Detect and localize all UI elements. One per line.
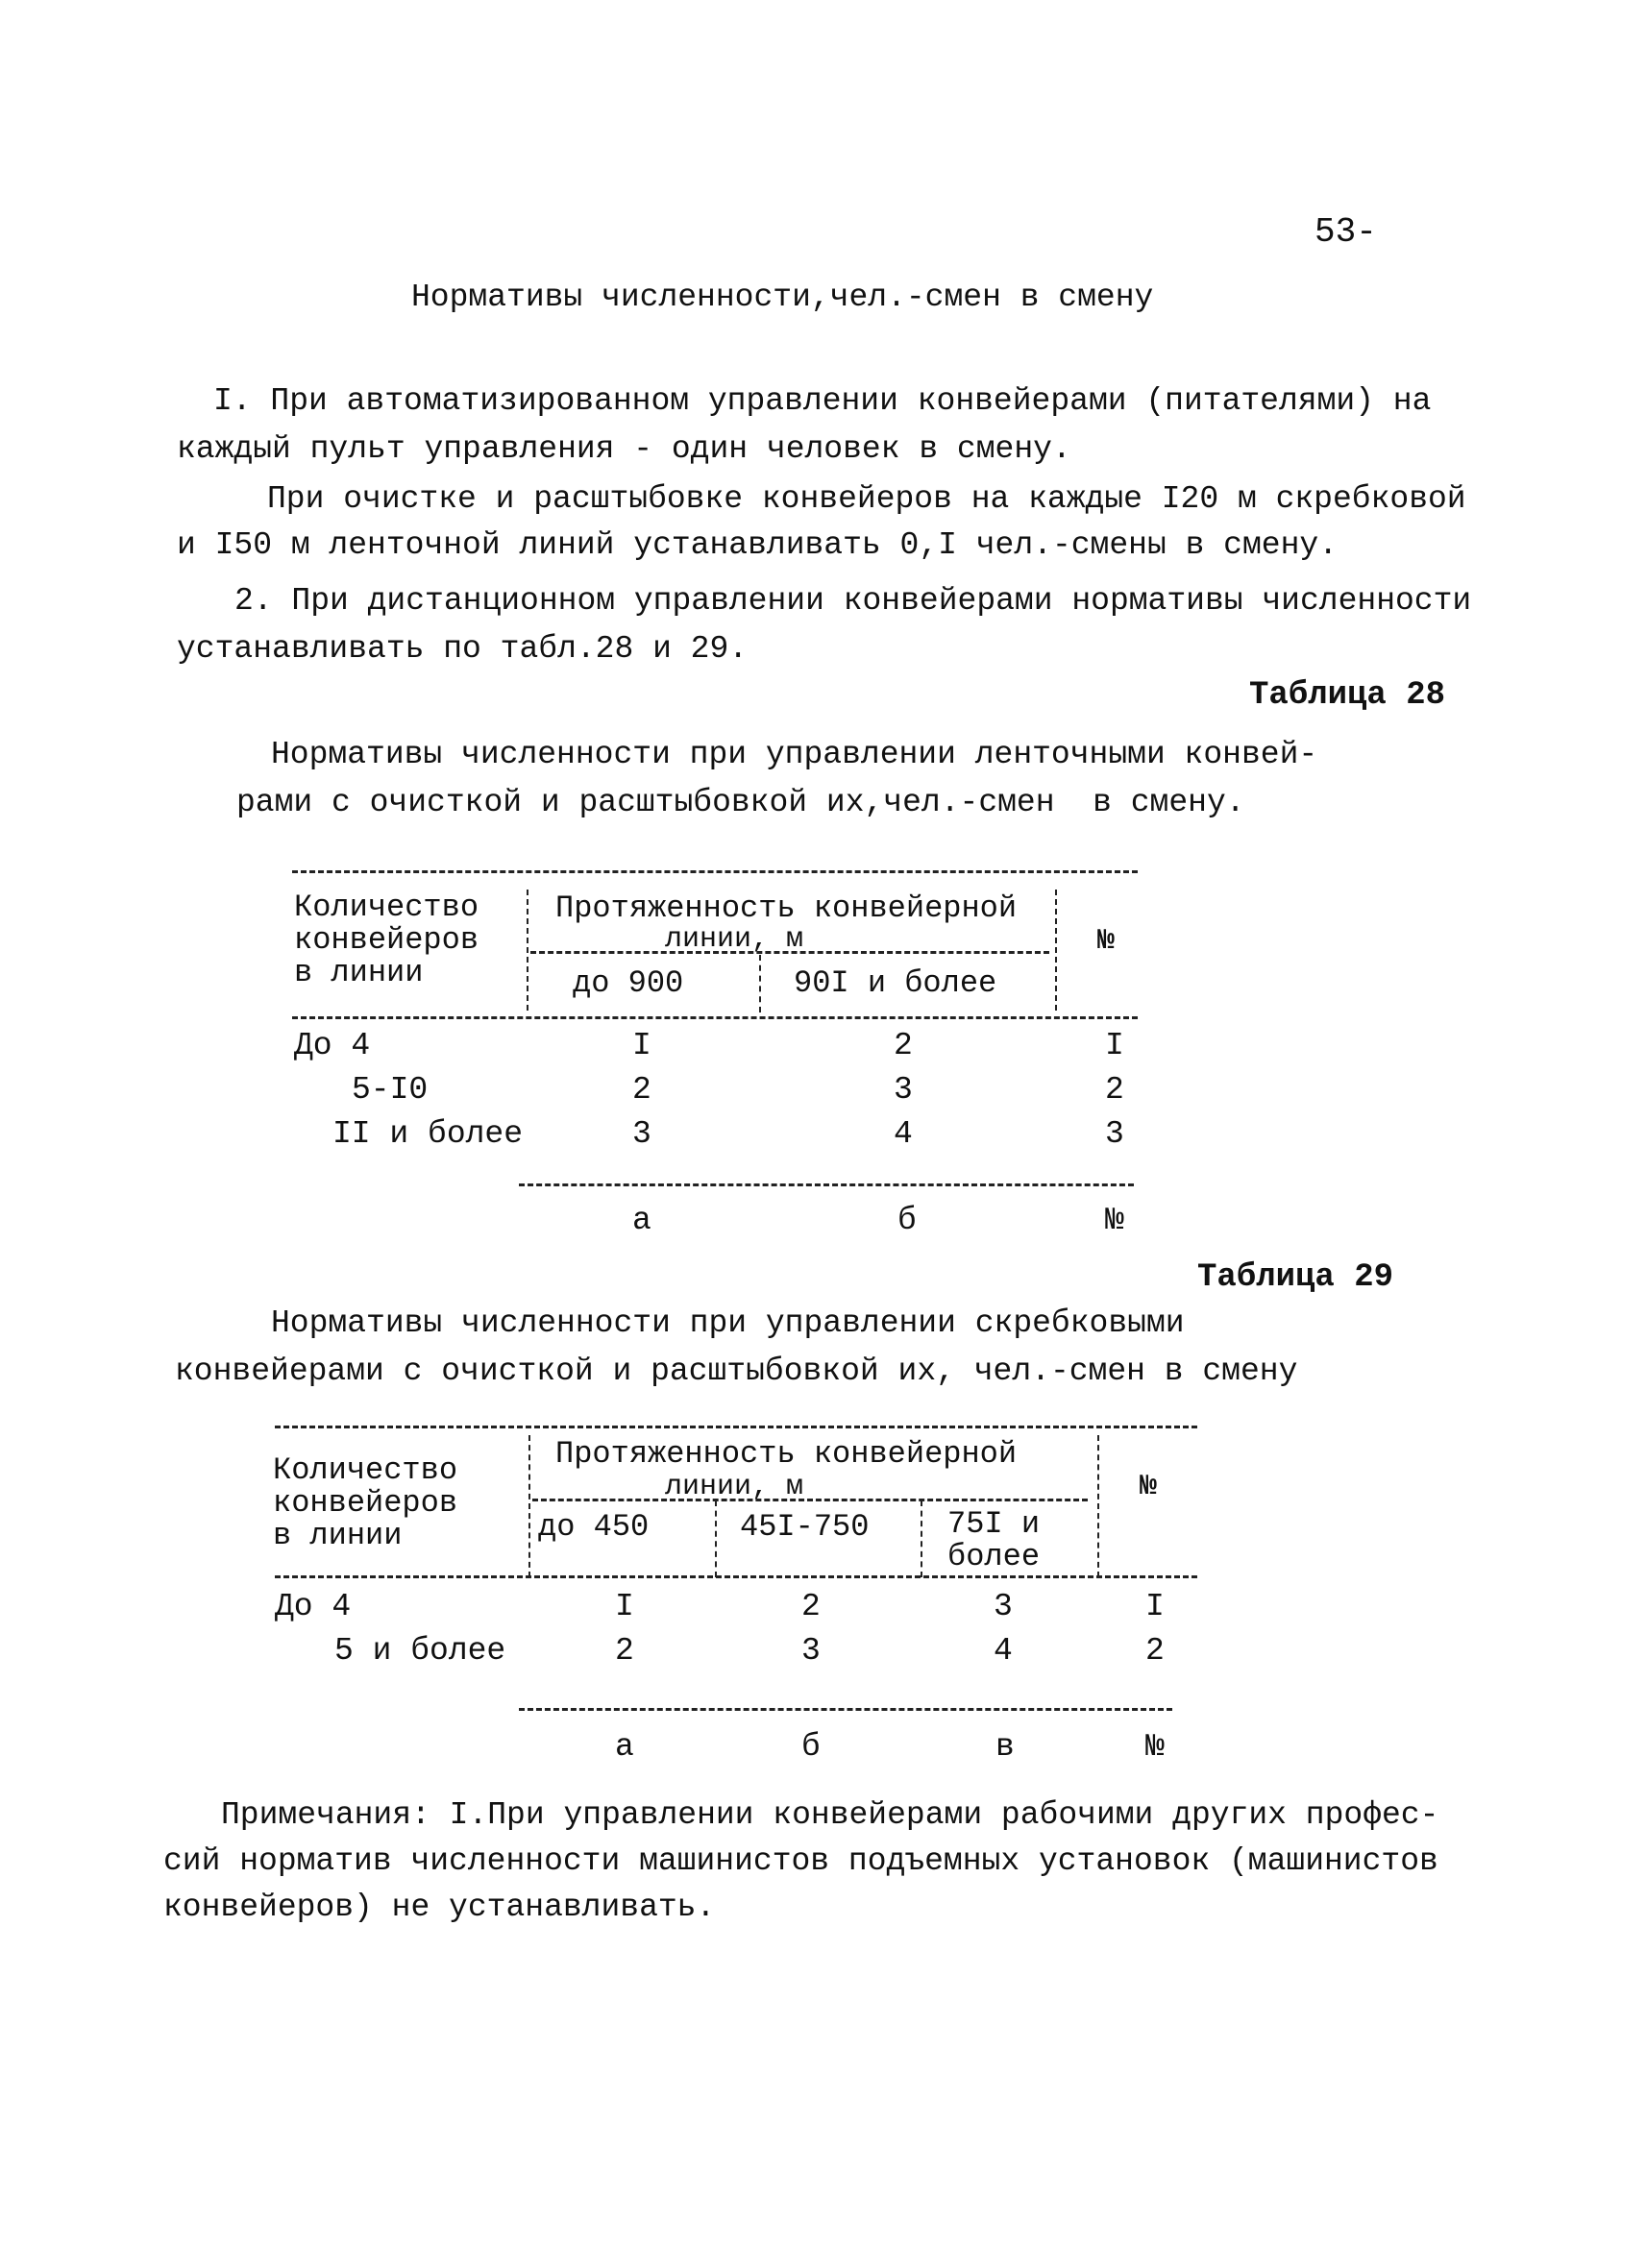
table-29-bottom-rule	[519, 1708, 1172, 1711]
table-28-foot-b: б	[897, 1203, 917, 1238]
table-row	[0, 1629, 1646, 1673]
table-28-head-qty-1: Количество	[294, 890, 479, 925]
paragraph-1-line-2: каждый пульт управления - один человек в смену.	[177, 431, 1071, 467]
table-29-foot-a: а	[615, 1729, 634, 1765]
table-29-caption-line-2: конвейерами с очисткой и расштыбовкой их, чел.-смен в смену	[175, 1353, 1298, 1389]
table-29-head-qty-2: конвейеров	[273, 1485, 458, 1521]
table-29-head-col-2: 45I-750	[740, 1509, 870, 1545]
table-28-divider-1	[527, 890, 528, 1011]
table-row	[0, 1112, 1646, 1157]
table-28-cell-b: 4	[894, 1116, 913, 1152]
note-line-1: Примечания: I.При управлении конвейерами рабочими других профес-	[221, 1797, 1439, 1833]
table-28-label: Таблица 28	[1249, 677, 1446, 714]
table-29-head-col-3-line-1: 75I и	[947, 1506, 1041, 1542]
table-29-head-col-3-line-2: более	[947, 1539, 1041, 1574]
table-29-cell-b: 3	[801, 1633, 821, 1669]
table-28-head-col-2: 90I и более	[794, 965, 997, 1001]
paragraph-3-line-1: 2. При дистанционном управлении конвейерами нормативы численности	[234, 583, 1472, 619]
table-29-cell-a: I	[615, 1589, 634, 1624]
table-28-cell-b: 3	[894, 1072, 913, 1108]
table-28-cell-qty: 5-I0	[352, 1072, 429, 1108]
table-29-divider-2	[715, 1500, 717, 1577]
table-row	[0, 1024, 1646, 1068]
table-29-body	[0, 1585, 1646, 1673]
note-line-3: конвейеров) не устанавливать.	[163, 1890, 716, 1925]
table-28-head-qty-2: конвейеров	[294, 922, 479, 958]
table-28-top-rule	[292, 870, 1138, 873]
table-29-head-no: №	[1140, 1471, 1158, 1503]
table-28-head-qty-3: в линии	[294, 955, 424, 990]
table-28-bottom-rule	[519, 1183, 1134, 1186]
table-28-cell-no: I	[1105, 1028, 1124, 1063]
table-29-head-length: Протяженность конвейерной	[555, 1436, 1018, 1472]
table-29-cell-a: 2	[615, 1633, 634, 1669]
table-29-head-qty	[273, 1454, 457, 1552]
table-29-head-rule	[275, 1575, 1197, 1578]
table-29-head-qty-3: в линии	[273, 1518, 403, 1553]
table-28-cell-a: I	[632, 1028, 651, 1063]
table-29-head-col-3	[947, 1508, 1040, 1573]
table-29-foot-b: б	[801, 1729, 821, 1765]
table-29-head-qty-1: Количество	[273, 1452, 458, 1488]
table-29-cell-no: 2	[1145, 1633, 1165, 1669]
paragraph-2-line-2: и I50 м ленточной линий устанавливать 0,I чел.-смены в смену.	[177, 527, 1338, 563]
table-29-divider-4	[1097, 1435, 1099, 1577]
table-28-cell-no: 2	[1105, 1072, 1124, 1108]
table-29-cell-no: I	[1145, 1589, 1165, 1624]
paragraph-3-line-2: устанавливать по табл.28 и 29.	[177, 631, 749, 667]
table-29-label: Таблица 29	[1197, 1259, 1394, 1296]
paragraph-2-line-1: При очистке и расштыбовке конвейеров на каждые I20 м скребковой	[267, 481, 1466, 517]
paragraph-1-line-1: I. При автоматизированном управлении конвейерами (питателями) на	[213, 383, 1432, 419]
table-28-head-no: №	[1097, 925, 1116, 958]
table-29-head-col-1: до 450	[538, 1509, 650, 1545]
table-28-cell-a: 3	[632, 1116, 651, 1152]
table-28-cell-no: 3	[1105, 1116, 1124, 1152]
page-number: 53-	[1314, 212, 1377, 252]
table-28-body	[0, 1024, 1646, 1157]
page-heading: Нормативы численности,чел.-смен в смену	[411, 280, 1154, 315]
table-29-foot-no: №	[1145, 1729, 1165, 1765]
table-row	[0, 1068, 1646, 1112]
table-29-sub-rule	[532, 1499, 1088, 1501]
table-28-footer	[0, 1203, 1646, 1241]
table-28-caption-line-1: Нормативы численности при управлении ленточными конвей-	[271, 737, 1318, 772]
table-28-head-length-2: линии, м	[665, 923, 804, 956]
table-28-head-col-1: до 900	[573, 965, 684, 1001]
table-28-head-rule	[292, 1016, 1138, 1019]
table-28-head-qty	[294, 891, 479, 989]
table-29-foot-c: в	[995, 1729, 1015, 1765]
table-28-sub-rule	[530, 951, 1049, 954]
table-29-footer	[0, 1729, 1646, 1768]
table-29-cell-qty: До 4	[275, 1589, 352, 1624]
table-29-cell-b: 2	[801, 1589, 821, 1624]
table-28-foot-no: №	[1105, 1203, 1124, 1238]
table-29-divider-1	[528, 1435, 530, 1577]
table-28-foot-a: а	[632, 1203, 651, 1238]
table-28-cell-qty: II и более	[332, 1116, 524, 1152]
table-28-cell-a: 2	[632, 1072, 651, 1108]
table-28-divider-2	[759, 955, 761, 1012]
table-28-head-length: Протяженность конвейерной	[555, 890, 1018, 926]
table-29-divider-3	[921, 1500, 922, 1577]
table-28-cell-qty: До 4	[294, 1028, 371, 1063]
table-29-top-rule	[275, 1426, 1197, 1428]
note-line-2: сий норматив численности машинистов подъемных установок (машинистов	[163, 1843, 1438, 1879]
table-29-cell-c: 4	[994, 1633, 1013, 1669]
table-28-cell-b: 2	[894, 1028, 913, 1063]
table-29-cell-qty: 5 и более	[334, 1633, 506, 1669]
table-28-divider-3	[1055, 890, 1057, 1011]
table-29-head-length-2: линии, м	[665, 1471, 804, 1503]
table-29-caption-line-1: Нормативы численности при управлении скребковыми	[271, 1305, 1185, 1341]
table-row	[0, 1585, 1646, 1629]
table-29-cell-c: 3	[994, 1589, 1013, 1624]
table-28-caption-line-2: рами с очисткой и расштыбовкой их,чел.-смен в смену.	[236, 785, 1245, 820]
